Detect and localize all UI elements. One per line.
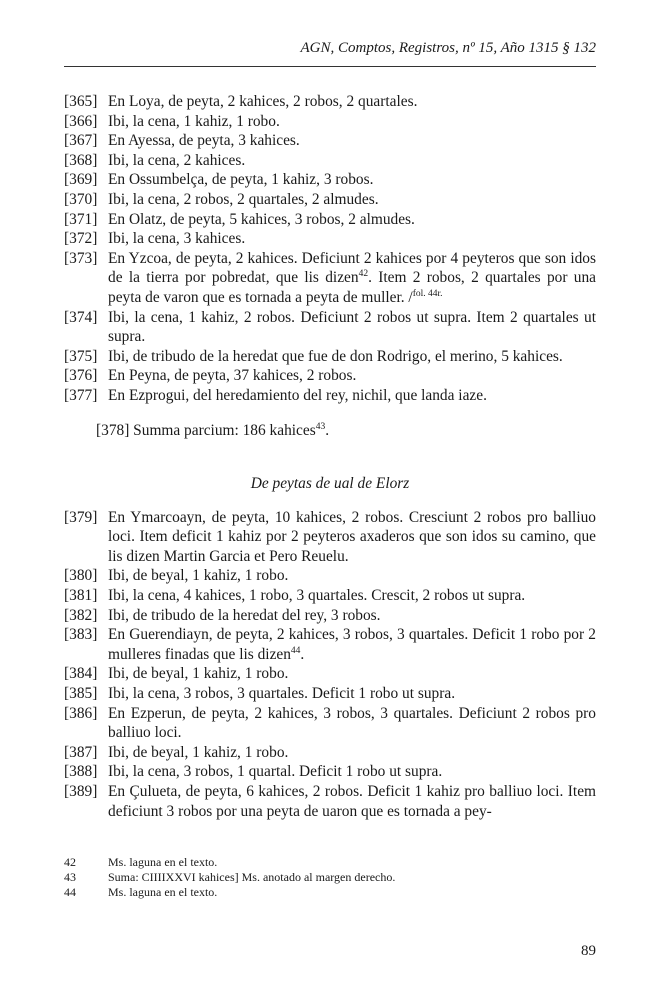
entry — [64, 386, 596, 406]
entry-number: [388] — [64, 763, 98, 781]
entry-text: Ibi, la cena, 3 robos, 1 quartal. Deficit 1 robo ut supra. — [108, 763, 443, 781]
entry-text-part: En Yzcoa, de peyta, 2 kahices. Deficiunt 2 kahices por 4 peyteros que son idos de la tierra por pobredat, que lis dizen — [108, 249, 596, 287]
footnote-ref: 44 — [290, 645, 301, 656]
entry-number: [383] — [64, 626, 98, 644]
entry — [64, 190, 596, 210]
footnote — [64, 885, 596, 900]
summa-text: [378] Summa parcium: 186 kahices — [96, 421, 316, 439]
footnote-number: 43 — [64, 870, 76, 885]
entry-text — [108, 249, 596, 308]
entry-text: Ibi, la cena, 3 robos, 3 quartales. Deficit 1 robo ut supra. — [108, 685, 456, 703]
entry-number: [387] — [64, 743, 98, 761]
entry — [64, 151, 596, 171]
entry-number: [380] — [64, 567, 98, 585]
folio-mark: fol. 44r. — [412, 288, 443, 299]
entry-number: [366] — [64, 112, 98, 130]
entry-number: [367] — [64, 132, 98, 150]
entry-number: [369] — [64, 171, 98, 189]
running-header — [64, 36, 596, 67]
entry — [64, 762, 596, 782]
entry-text: Ibi, la cena, 1 kahiz, 2 robos. Deficiunt 2 robos ut supra. Item 2 quartales ut supra. — [108, 308, 596, 346]
entry-text: Ibi, la cena, 2 kahices. — [108, 151, 246, 169]
page-number: 89 — [581, 943, 596, 959]
footnote-ref: 42 — [358, 269, 369, 280]
entry — [64, 131, 596, 151]
entry-383 — [64, 625, 596, 664]
entry-text: En Ossumbelça, de peyta, 1 kahiz, 3 robos. — [108, 171, 374, 189]
entry — [64, 366, 596, 386]
entry-text: Ibi, la cena, 1 kahiz, 1 robo. — [108, 112, 280, 130]
footnote-text: Suma: CIIIIXXVI kahices] Ms. anotado al margen derecho. — [108, 870, 396, 885]
entry — [64, 782, 596, 821]
entry-text: Ibi, de beyal, 1 kahiz, 1 robo. — [108, 567, 289, 585]
entry-text-part: En Guerendiayn, de peyta, 2 kahices, 3 robos, 3 quartales. Deficit 1 robo por 2 mulleres finadas que lis dizen — [108, 626, 596, 663]
footnote-text: Ms. laguna en el texto. — [108, 885, 218, 900]
entry-text: En Peyna, de peyta, 37 kahices, 2 robos. — [108, 367, 357, 385]
entry — [64, 606, 596, 626]
document-body — [64, 92, 596, 821]
entry — [64, 347, 596, 367]
entry-number: [376] — [64, 367, 98, 385]
entry-number: [384] — [64, 665, 98, 683]
header-title: AGN, Comptos, Registros, nº 15, Año 1315 § 132 — [300, 40, 596, 56]
entry — [64, 210, 596, 230]
entry-number: [373] — [64, 249, 98, 267]
entry — [64, 743, 596, 763]
entry-number: [365] — [64, 93, 98, 110]
section-heading: De peytas de ual de Elorz — [250, 475, 410, 493]
entry-number: [389] — [64, 783, 98, 800]
entry-text: Ibi, la cena, 2 robos, 2 quartales, 2 almudes. — [108, 190, 379, 208]
entry-text-part: . Item 2 robos, 2 quartales por una peyta de varon que es tornada a peyta de muller. / — [108, 269, 596, 306]
footnotes — [64, 855, 596, 901]
entry-number: [381] — [64, 587, 98, 605]
entry-number: [375] — [64, 347, 98, 365]
entry — [64, 308, 596, 347]
entry — [64, 508, 596, 567]
entry-number: [371] — [64, 210, 98, 228]
entry-373 — [64, 249, 596, 308]
entry-number: [385] — [64, 685, 98, 703]
entry — [64, 586, 596, 606]
footnote-text: Ms. laguna en el texto. — [108, 855, 218, 869]
entry-number: [379] — [64, 508, 98, 526]
entry-text: En Çulueta, de peyta, 6 kahices, 2 robos. Deficit 1 kahiz pro balliuo loci. Item deficiunt 3 robos por una peyta de uaron que es tornada a pey- — [108, 783, 596, 820]
entry-text: Ibi, de tribudo de la heredat del rey, 3 robos. — [108, 606, 381, 624]
footnote-ref: 43 — [315, 421, 326, 432]
entry — [64, 112, 596, 132]
entry-number: [374] — [64, 308, 98, 326]
entry-text: Ibi, de tribudo de la heredat que fue de don Rodrigo, el merino, 5 kahices. — [108, 347, 563, 365]
entry-text: Ibi, la cena, 4 kahices, 1 robo, 3 quartales. Crescit, 2 robos ut supra. — [108, 587, 526, 605]
entry-text: En Ymarcoayn, de peyta, 10 kahices, 2 robos. Cresciunt 2 robos pro balliuo loci. Item deficit 1 kahiz por 2 peyteros axaderos que son idos su camino, que lis dizen Martin Garcia et Pero Reuelu. — [108, 508, 596, 565]
entry-number: [377] — [64, 386, 98, 404]
entry-text: En Ezprogui, del heredamiento del rey, nichil, que landa iaze. — [108, 386, 487, 404]
entry — [64, 566, 596, 586]
entry-text-part: . — [300, 645, 305, 663]
entry-text: Ibi, la cena, 3 kahices. — [108, 230, 246, 248]
entry-text: En Loya, de peyta, 2 kahices, 2 robos, 2 quartales. — [108, 93, 418, 110]
entry — [64, 229, 596, 249]
entry-text: Ibi, de beyal, 1 kahiz, 1 robo. — [108, 743, 289, 761]
entry — [64, 92, 596, 112]
entry-number: [368] — [64, 151, 98, 169]
entry-number: [382] — [64, 606, 98, 624]
entry — [64, 704, 596, 743]
entry-number: [370] — [64, 190, 98, 208]
footnote — [64, 855, 596, 870]
entry-number: [372] — [64, 230, 98, 248]
footnote — [64, 870, 596, 885]
entry — [64, 170, 596, 190]
summa-end: . — [325, 421, 330, 439]
footnote-number: 44 — [64, 885, 76, 900]
summa-line — [64, 421, 596, 441]
entry-text: En Ayessa, de peyta, 3 kahices. — [108, 132, 300, 150]
entry — [64, 664, 596, 684]
footnote-number: 42 — [64, 855, 76, 869]
entry — [64, 684, 596, 704]
entry-text: En Ezperun, de peyta, 2 kahices, 3 robos, 3 quartales. Deficiunt 2 robos pro balliuo loci. — [108, 704, 596, 742]
entry-number: [386] — [64, 704, 98, 722]
entry-text: Ibi, de beyal, 1 kahiz, 1 robo. — [108, 665, 289, 683]
entry-text: En Olatz, de peyta, 5 kahices, 3 robos, 2 almudes. — [108, 210, 415, 228]
entry-text — [108, 625, 596, 664]
